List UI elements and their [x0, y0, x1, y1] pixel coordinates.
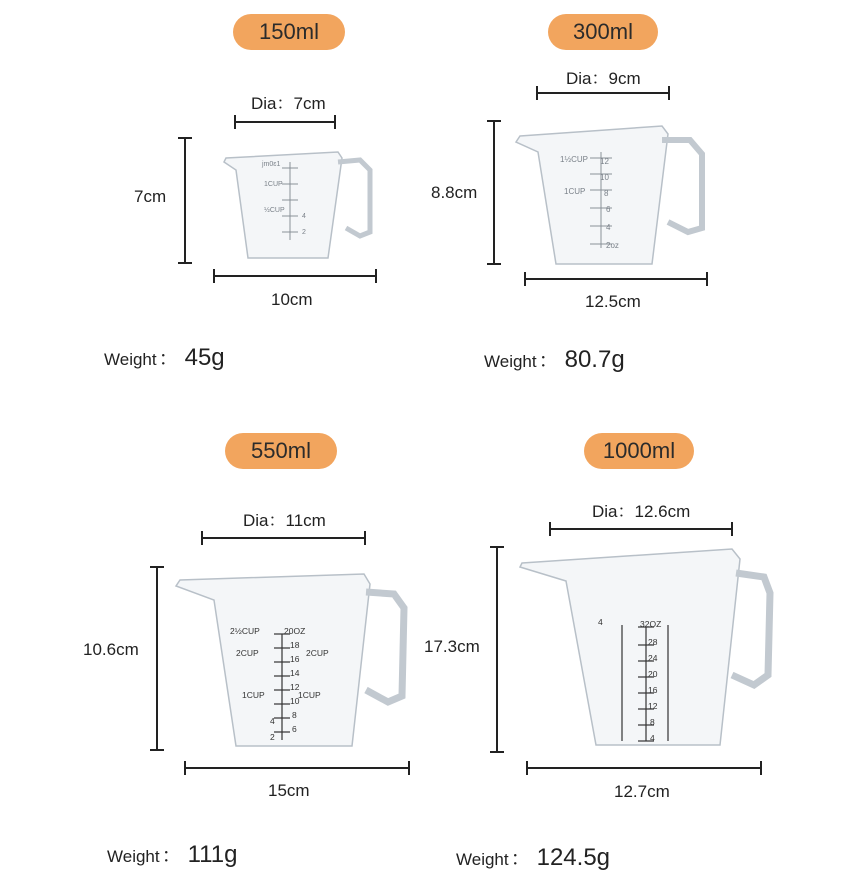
svg-text:16: 16	[648, 685, 658, 695]
width-label: 15cm	[268, 781, 310, 800]
svg-text:32OZ: 32OZ	[640, 619, 662, 629]
svg-text:4: 4	[650, 733, 655, 743]
weight-row: Weight ： 45g	[104, 344, 225, 371]
svg-text:2½CUP: 2½CUP	[230, 626, 260, 636]
svg-text:24: 24	[648, 653, 658, 663]
capacity-label: 150ml	[259, 19, 319, 44]
svg-text:1CUP: 1CUP	[298, 690, 321, 700]
diameter-dimension-line	[536, 92, 670, 94]
svg-text:8: 8	[650, 717, 655, 727]
weight-label: Weight	[107, 847, 160, 866]
svg-text:20OZ: 20OZ	[284, 626, 306, 636]
width-dimension-line	[526, 767, 762, 769]
height-label: 8.8cm	[431, 183, 478, 202]
weight-label: Weight	[484, 352, 537, 371]
svg-text:20: 20	[648, 669, 658, 679]
weight-row: Weight ： 80.7g	[484, 346, 625, 373]
svg-text:2CUP: 2CUP	[306, 648, 329, 658]
svg-text:6: 6	[606, 205, 611, 214]
svg-text:4: 4	[302, 213, 306, 220]
diameter-dimension-line	[549, 528, 733, 530]
svg-text:1CUP: 1CUP	[264, 181, 283, 188]
svg-text:14: 14	[290, 668, 300, 678]
capacity-badge-1000ml	[584, 433, 694, 469]
height-label: 10.6cm	[83, 640, 139, 659]
capacity-label: 300ml	[573, 19, 633, 44]
capacity-badge-300ml	[548, 14, 658, 50]
height-dimension-line	[156, 566, 158, 751]
svg-text:10: 10	[290, 696, 300, 706]
svg-text:6: 6	[292, 724, 297, 734]
svg-text:1CUP: 1CUP	[564, 187, 586, 196]
measuring-cup-550ml	[174, 564, 408, 754]
height-label: 7cm	[134, 187, 167, 206]
svg-text:4: 4	[606, 223, 611, 232]
width-label: 12.5cm	[585, 292, 641, 311]
svg-text:2oz: 2oz	[606, 241, 619, 250]
svg-text:16: 16	[290, 654, 300, 664]
height-label: 17.3cm	[424, 637, 480, 656]
width-label: 10cm	[271, 290, 313, 309]
diameter-label: Dia：7cm	[251, 94, 326, 113]
capacity-badge-150ml	[233, 14, 345, 50]
weight-label: Weight	[456, 850, 509, 869]
diameter-label: Dia：9cm	[566, 69, 641, 88]
weight-value: 80.7g	[564, 346, 625, 373]
diameter-dimension-line	[201, 537, 366, 539]
weight-value: 111g	[187, 841, 238, 868]
capacity-badge-550ml	[225, 433, 337, 469]
svg-text:18: 18	[290, 640, 300, 650]
svg-text:jm0ɛ1: jm0ɛ1	[262, 161, 281, 168]
diameter-label: Dia：12.6cm	[592, 502, 691, 521]
diameter-dimension-line	[234, 121, 336, 123]
measuring-cup-300ml	[512, 118, 712, 270]
capacity-label: 1000ml	[602, 438, 676, 463]
width-dimension-line	[184, 767, 410, 769]
width-label: 12.7cm	[614, 782, 670, 801]
svg-text:½CUP: ½CUP	[264, 207, 285, 214]
svg-text:12: 12	[600, 157, 609, 166]
measuring-cup-150ml	[218, 140, 378, 265]
svg-text:8: 8	[604, 189, 609, 198]
weight-label: Weight	[104, 350, 157, 369]
weight-value: 124.5g	[536, 844, 611, 871]
measuring-cup-1000ml	[518, 545, 772, 755]
svg-text:12: 12	[290, 682, 300, 692]
svg-text:10: 10	[600, 173, 609, 182]
weight-value: 45g	[184, 344, 225, 371]
svg-text:8: 8	[292, 710, 297, 720]
svg-text:28: 28	[648, 637, 658, 647]
weight-row: Weight ： 124.5g	[456, 844, 611, 871]
diameter-label: Dia：11cm	[243, 511, 326, 530]
svg-text:1CUP: 1CUP	[242, 690, 265, 700]
svg-text:12: 12	[648, 701, 658, 711]
weight-row: Weight ： 111g	[107, 841, 238, 868]
height-dimension-line	[496, 546, 498, 753]
height-dimension-line	[184, 137, 186, 264]
svg-text:2: 2	[302, 229, 306, 236]
svg-text:2CUP: 2CUP	[236, 648, 259, 658]
svg-text:4: 4	[270, 716, 275, 726]
height-dimension-line	[493, 120, 495, 265]
capacity-label: 550ml	[251, 438, 311, 463]
width-dimension-line	[524, 278, 708, 280]
svg-text:4: 4	[598, 617, 603, 627]
svg-text:1½CUP: 1½CUP	[560, 155, 589, 164]
svg-text:2: 2	[270, 732, 275, 742]
width-dimension-line	[213, 275, 377, 277]
